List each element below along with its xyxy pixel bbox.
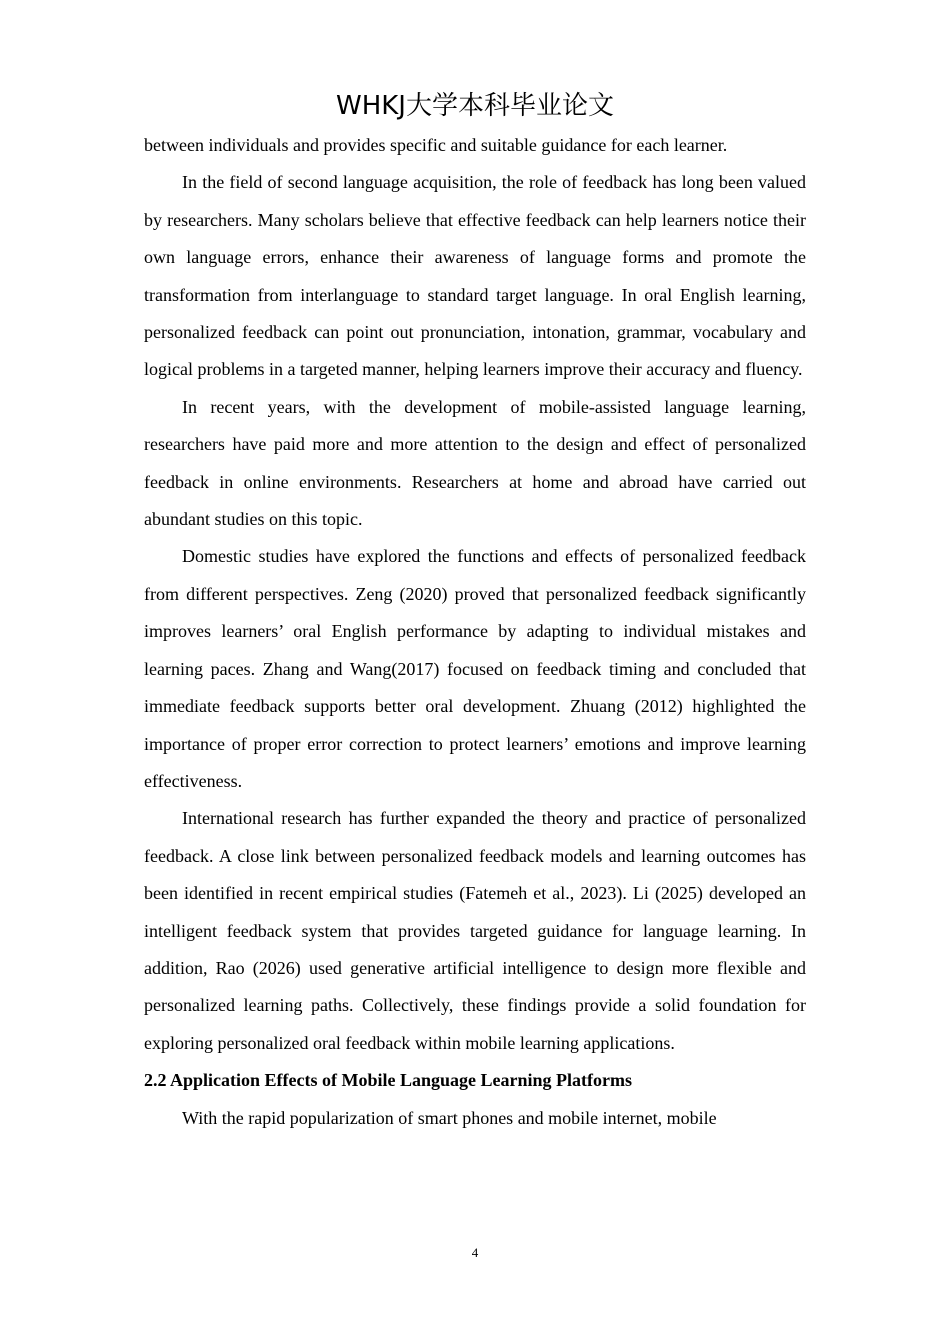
paragraph-domestic-studies: Domestic studies have explored the functions and effects of personalized feedback from different perspectives. Zeng (2020) proved that personalized feedback significantly improves learners’ oral English performance by adapting to individual mistakes and learning paces. Zhang and Wang(2017) focused on feedback timing and concluded that immediate feedback supports better oral development. Zhuang (2012) highlighted the importance of proper error correction to protect learners’ emotions and improve learning effectiveness.	[144, 546, 806, 791]
page-number: 4	[471, 1245, 479, 1260]
paragraph-section-start: With the rapid popularization of smart phones and mobile internet, mobile	[182, 1107, 717, 1128]
running-header-title: WHKJ大学本科毕业论文	[336, 91, 614, 121]
paragraph-international-research: International research has further expanded the theory and practice of personalized feedback. A close link between personalized feedback models and learning outcomes has been identified in recent empirical studies (Fatemeh et al., 2023). Li (2025) developed an intelligent feedback system that provides targeted guidance for language learning. In addition, Rao (2026) used generative artificial intelligence to design more flexible and personalized learning paths. Collectively, these findings provide a solid foundation for exploring personalized oral feedback within mobile learning applications.	[144, 808, 806, 1053]
paragraph-feedback-sla: In the field of second language acquisition, the role of feedback has long been valued by researchers. Many scholars believe that effective feedback can help learners notice their own language errors, enhance their awareness of language forms and promote the transformation from interlanguage to standard target language. In oral English learning, personalized feedback can point out pronunciation, intonation, grammar, vocabulary and logical problems in a targeted manner, helping learners improve their accuracy and fluency.	[144, 172, 806, 380]
paragraph-mobile-assisted-learning: In recent years, with the development of mobile-assisted language learning, researchers have paid more and more attention to the design and effect of personalized feedback in online environments. Researchers at home and abroad have carried out abundant studies on this topic.	[144, 396, 806, 530]
paragraph-continuation: between individuals and provides specific and suitable guidance for each learner.	[144, 135, 728, 155]
section-heading: 2.2 Application Effects of Mobile Language Learning Platforms	[144, 1070, 632, 1091]
body-text	[144, 127, 806, 1137]
